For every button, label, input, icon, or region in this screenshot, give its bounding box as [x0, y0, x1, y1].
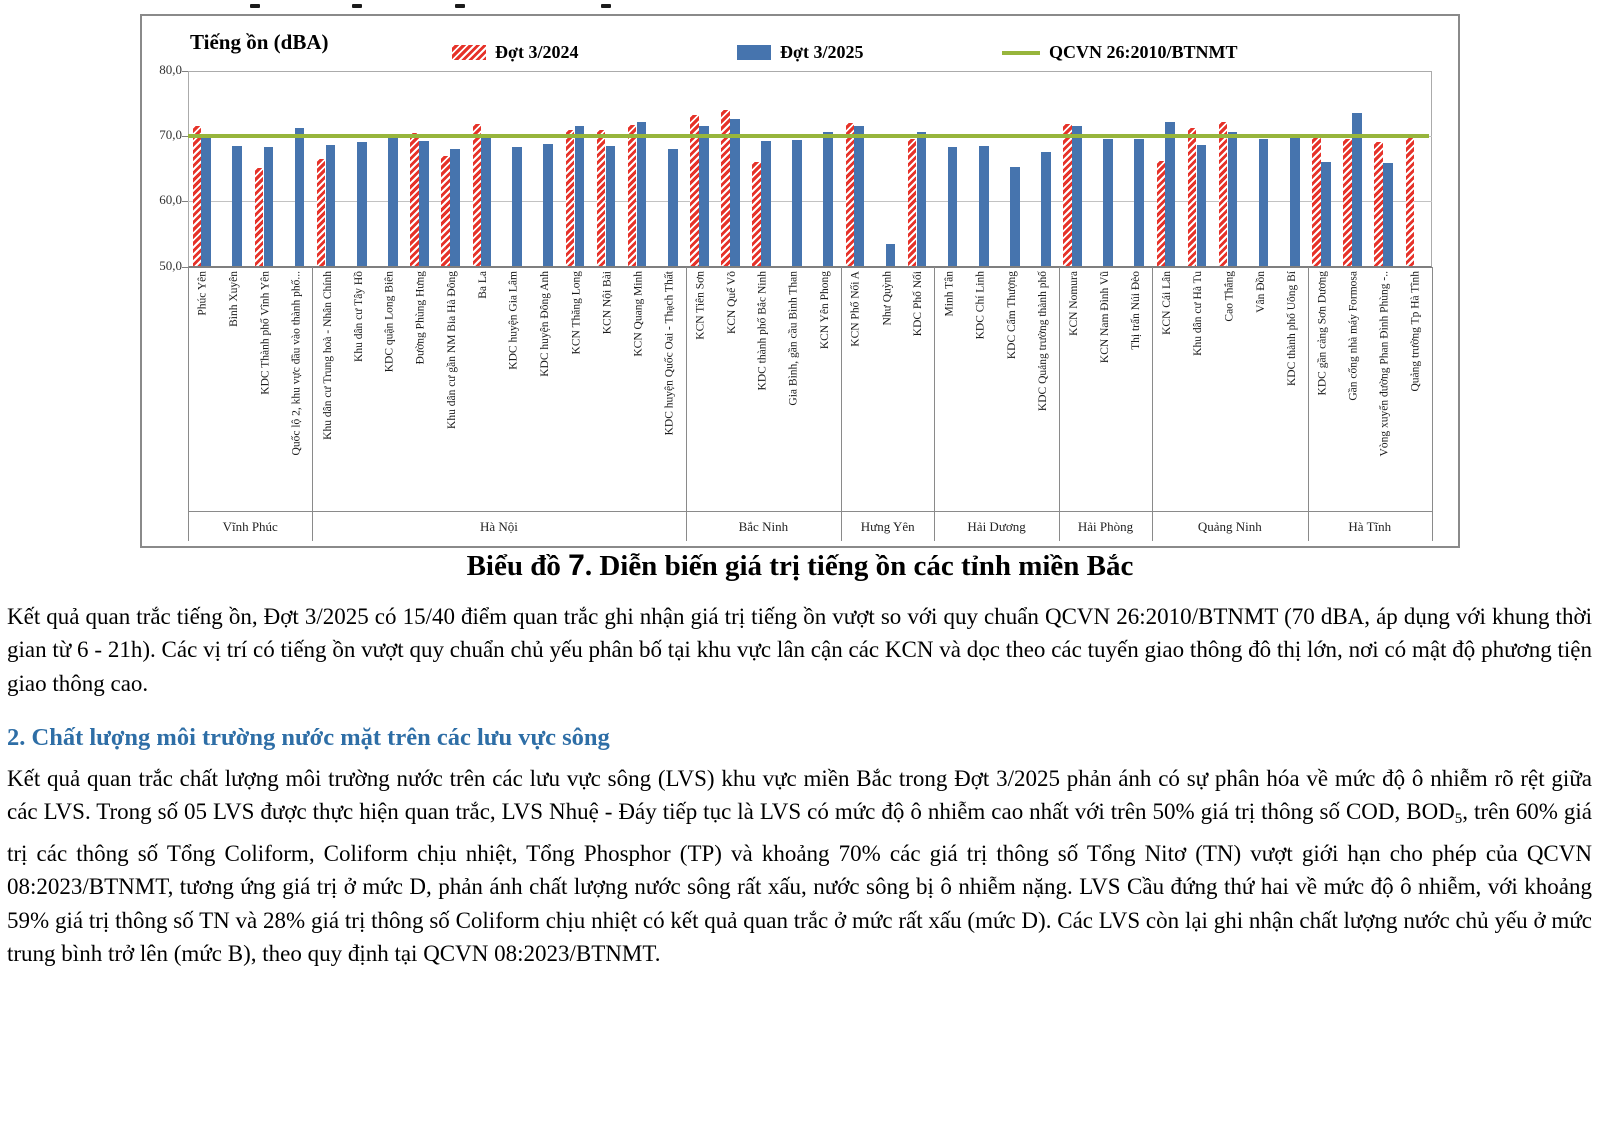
province-group-label: Hà Nội — [480, 519, 518, 534]
province-group-label: Quảng Ninh — [1197, 519, 1262, 534]
cropped-text-artifact — [601, 4, 611, 8]
province-group-label: Bắc Ninh — [738, 519, 789, 534]
hatched-series-swatch-icon — [452, 45, 486, 60]
category-label: Bình Xuyên — [228, 271, 241, 327]
province-group-label: Hải Phòng — [1077, 519, 1134, 534]
category-label: Khu dân cư Tây Hồ — [352, 271, 365, 362]
category-label: Cao Thắng — [1223, 271, 1236, 322]
section-heading: 2. Chất lượng môi trường nước mặt trên các lưu vực sông — [7, 724, 610, 751]
category-label: Thị trấn Núi Đèo — [1130, 271, 1143, 350]
category-label: KDC quận Long Biên — [383, 271, 396, 373]
legend-item-dot3-2025 — [737, 42, 863, 63]
y-axis-tick-label: 60,0 — [159, 192, 182, 208]
category-label: KCN Tiên Sơn — [694, 271, 707, 340]
category-label: KDC Chí Linh — [974, 271, 987, 340]
legend-label: Đợt 3/2025 — [780, 42, 864, 62]
solid-series-swatch-icon — [737, 45, 771, 60]
category-label: KDC thành phố Bắc Ninh — [756, 271, 769, 391]
category-label: Gần cổng nhà máy Formosa — [1347, 271, 1360, 401]
paragraph-part: , trên 60% giá trị các thông số Tổng Coliform, Coliform chịu nhiệt, Tổng Phosphor (TP) và khoảng 70% các giá trị thông số Tổng Nitơ (TN) vượt giới hạn cho phép của QCVN 08:2023/BTNMT, tương ứng giá trị ở mức D, phản ánh chất lượng nước sông rất xấu, nước sông bị ô nhiễm nặng. LVS Cầu đứng thứ hai về mức độ ô nhiễm, với khoảng 59% giá trị thông số TN và 28% giá trị thông số Coliform chịu nhiệt có kết quả quan trắc ở mức rất xấu (mức D). Các LVS còn lại ghi nhận chất lượng nước chủ yếu ở mức trung bình trở lên (mức B), theo quy định tại QCVN 08:2023/BTNMT. — [7, 799, 1592, 967]
category-label: Như Quỳnh — [881, 271, 894, 326]
category-label: Quốc lộ 2, khu vực đầu vào thành phố... — [290, 271, 303, 456]
category-label: Minh Tân — [943, 271, 956, 317]
y-axis-tick-label: 80,0 — [159, 62, 182, 78]
category-label: KCN Nam Đình Vũ — [1098, 271, 1111, 364]
legend-label: Đợt 3/2024 — [495, 42, 579, 62]
category-label: KDC huyện Quốc Oai - Thạch Thất — [663, 271, 676, 436]
category-label: Đường Phùng Hưng — [414, 271, 427, 365]
category-label: Gia Bình, gần cầu Bình Than — [787, 271, 800, 406]
category-label: KCN Quế Võ — [725, 271, 738, 335]
chart-axis-title: Tiếng ồn (dBA) — [190, 30, 329, 54]
noise-chart — [140, 14, 1460, 548]
y-axis-tick-label: 70,0 — [159, 127, 182, 143]
category-label: KDC Phố Nối — [912, 271, 925, 337]
category-label: Quảng trường Tp Hà Tĩnh — [1409, 271, 1422, 392]
category-label: KDC gần cảng Sơn Dương — [1316, 271, 1329, 396]
category-label: Ba La — [476, 271, 489, 299]
caption-text: . Diễn biến giá trị tiếng ồn các tỉnh miền Bắc — [584, 550, 1134, 582]
category-label: Khu dân cư gần NM Bia Hà Đông — [445, 271, 458, 429]
paragraph-noise-summary: Kết quả quan trắc tiếng ồn, Đợt 3/2025 có 15/40 điểm quan trắc ghi nhận giá trị tiếng ồn vượt so với quy chuẩn QCVN 26:2010/BTNMT (70 dBA, áp dụng với khung thời gian từ 6 - 21h). Các vị trí có tiếng ồn vượt quy chuẩn chủ yếu phân bố tại khu vực lân cận các KCN và dọc theo các tuyến giao thông đô thị lớn, nơi có mật độ phương tiện giao thông cao. — [7, 604, 1592, 696]
cropped-text-artifact — [352, 4, 362, 8]
bod-subscript: 5 — [1454, 811, 1463, 828]
category-label: KCN Cái Lân — [1161, 271, 1174, 335]
category-label: KCN Nomura — [1067, 271, 1080, 336]
paragraph-part: Kết quả quan trắc chất lượng môi trường nước trên các lưu vực sông (LVS) khu vực miền Bắc trong Đợt 3/2025 phản ánh có sự phân hóa về mức độ ô nhiễm rõ rệt giữa các LVS. Trong số 05 LVS được thực hiện quan trắc, LVS Nhuệ - Đáy tiếp tục là LVS có mức độ ô nhiễm cao nhất với trên 50% giá trị thông số COD, BOD — [7, 766, 1592, 825]
legend-item-dot3-2024 — [452, 42, 578, 63]
category-label: Vòng xuyến đường Phan Đình Phùng -.. — [1378, 271, 1391, 457]
reference-line-swatch-icon — [1002, 51, 1040, 55]
category-label: KDC Quảng trường thành phố — [1036, 271, 1049, 412]
province-group-label: Hải Dương — [967, 519, 1026, 534]
cropped-text-artifact — [455, 4, 465, 8]
category-label: KCN Phố Nối A — [850, 271, 863, 347]
cropped-text-artifact — [250, 4, 260, 8]
category-label: KDC huyện Gia Lâm — [508, 271, 521, 370]
paragraph-water-quality — [7, 762, 1592, 970]
category-label: KDC Thành phố Vĩnh Yên — [259, 271, 272, 395]
category-label: Khu dân cư Trung hoà - Nhân Chính — [321, 271, 334, 440]
category-label: KDC thành phố Uông Bí — [1285, 271, 1298, 386]
category-label: KDC huyện Đông Anh — [539, 271, 552, 377]
legend-label: QCVN 26:2010/BTNMT — [1049, 42, 1238, 62]
category-label: Phúc Yên — [197, 271, 210, 316]
chart-caption — [0, 549, 1600, 583]
legend-item-qcvn — [1002, 42, 1238, 63]
category-label: Khu dân cư Hà Tu — [1192, 271, 1205, 356]
province-group-label: Hưng Yên — [860, 519, 915, 534]
y-axis-tick-label: 50,0 — [159, 257, 182, 273]
category-label: KCN Quang Minh — [632, 271, 645, 357]
category-label: KDC Cẩm Thượng — [1005, 271, 1018, 360]
province-group-label: Hà Tĩnh — [1348, 519, 1392, 534]
province-group-label: Vĩnh Phúc — [222, 519, 278, 534]
category-label: KCN Yên Phong — [819, 271, 832, 350]
category-label: KCN Thăng Long — [570, 271, 583, 355]
category-label: KCN Nội Bài — [601, 271, 614, 335]
caption-prefix: Biểu đồ — [466, 550, 569, 582]
caption-number: 7 — [568, 549, 585, 582]
category-label: Vân Đồn — [1254, 271, 1267, 313]
